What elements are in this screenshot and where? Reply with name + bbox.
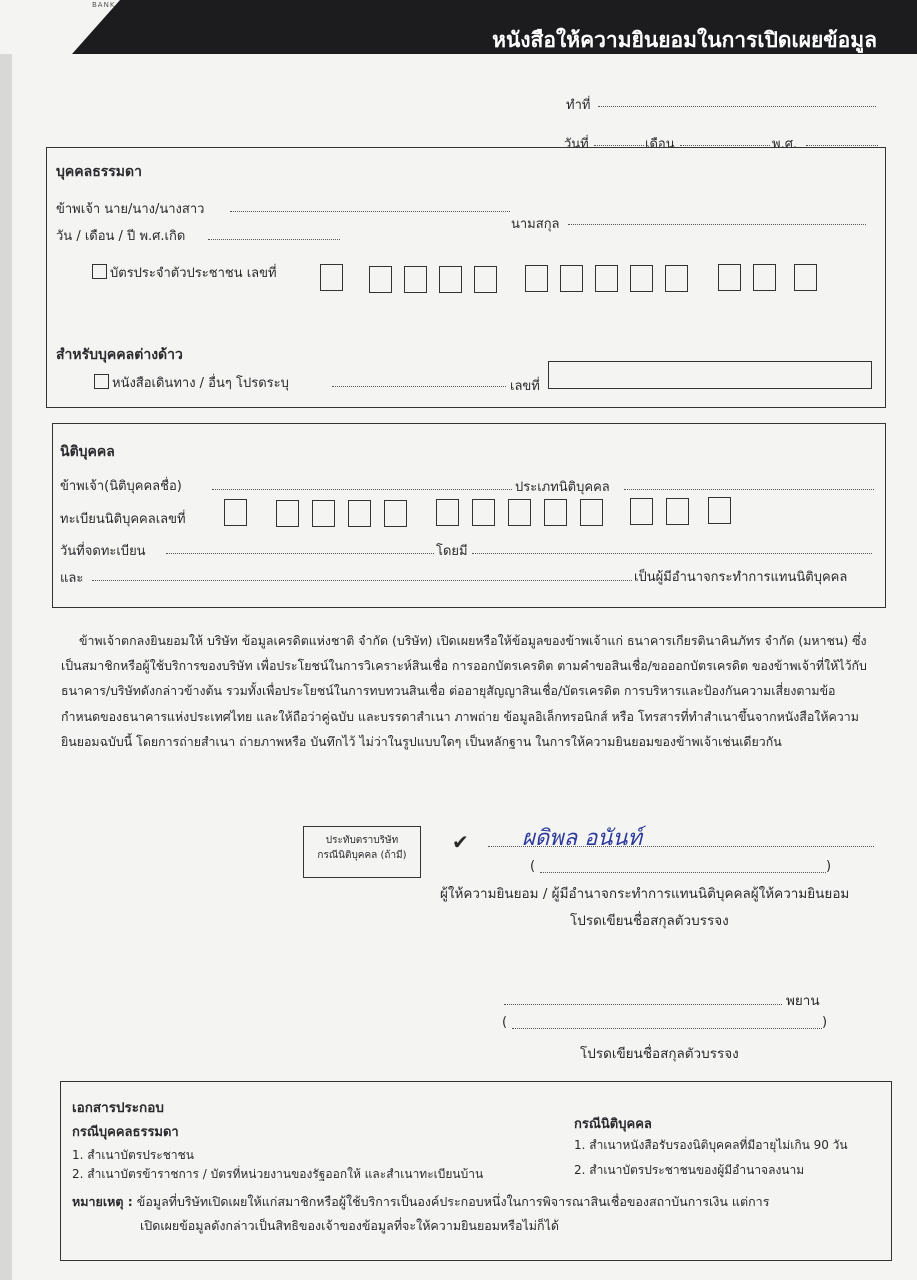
signer-name-field[interactable] (540, 872, 826, 873)
authorized-label: เป็นผู้มีอำนาจกระทำการแทนนิติบุคคล (634, 570, 848, 585)
signature-line[interactable] (488, 846, 874, 847)
juristic-heading: นิติบุคคล (60, 444, 115, 460)
consent-paragraph: ข้าพเจ้าตกลงยินยอมให้ บริษัท ข้อมูลเครดิตแห่งชาติ จำกัด (บริษัท) เปิดเผยหรือให้ข้อมูลของข้าพเจ้าแก่ ธนาคารเกียรตินาคินภัทร จำกัด (มหาชน) ซึ่งเป็นสมาชิกหรือผู้ใช้บริการของบริษัท เพื่อประโยชน์ในการวิเคราะห์สินเชื่อ การออกบัตรเครดิต ตามคำขอสินเชื่อ/ขอออกบัตรเครดิต ของข้าพเจ้าที่ให้ไว้กับธนาคาร/บริษัทดังกล่าวข้างต้น รวมทั้งเพื่อประโยชน์ในการทบทวนสินเชื่อ ต่ออายุสัญญาสินเชื่อ/บัตรเครดิต การบริหารและป้องกันความเสี่ยงตามข้อกำหนดของธนาคารแห่งประเทศไทย และให้ถือว่าคู่ฉบับ และบรรดาสำเนา ภาพถ่าย ข้อมูลอิเล็กทรอนิกส์ หรือ โทรสารที่ทำสำเนาขึ้นจากหนังสือให้ความยินยอมฉบับนี้ โดยการถ่ายสำเนา ถ่ายภาพหรือ บันทึกไว้ ไม่ว่าในรูปแบบใดๆ เป็นหลักฐาน ในการให้ความยินยอมของข้าพเจ้าเช่นเดียวกัน (61, 633, 867, 749)
form-title: หนังสือให้ความยินยอมในการเปิดเผยข้อมูล (492, 28, 877, 52)
surname-field[interactable] (568, 224, 866, 225)
natural-case-heading: กรณีบุคคลธรรมดา (72, 1125, 179, 1140)
attachments-heading: เอกสารประกอบ (72, 1100, 164, 1116)
signer-name-close: ) (826, 859, 832, 874)
company-stamp-box: ประทับตราบริษัท กรณีนิติบุคคล (ถ้ามี) (303, 826, 421, 878)
name-field[interactable] (230, 211, 510, 212)
witness-label: พยาน (786, 993, 820, 1009)
witness-write-name-note: โปรดเขียนชื่อสกุลตัวบรรจง (580, 1046, 739, 1062)
juristic-case-item-2: 2. สำเนาบัตรประชาชนของผู้มีอำนาจลงนาม (574, 1163, 805, 1177)
year-field[interactable] (806, 145, 878, 146)
passport-type-field[interactable] (332, 386, 506, 387)
witness-name-open: ( (502, 1015, 508, 1030)
passport-option[interactable]: หนังสือเดินทาง / อื่นๆ โปรดระบุ (94, 372, 289, 393)
id-card-option[interactable]: บัตรประจำตัวประชาชน เลขที่ (92, 262, 277, 283)
signer-name-open: ( (530, 859, 536, 874)
witness-name-field[interactable] (512, 1028, 822, 1029)
natural-case-item-2: 2. สำเนาบัตรข้าราชการ / บัตรที่หน่วยงานของรัฐออกให้ และสำเนาทะเบียนบ้าน (72, 1167, 484, 1181)
foreigner-heading: สำหรับบุคคลต่างด้าว (56, 347, 183, 363)
handwritten-signature: ผดิพล อนันท์ (522, 826, 642, 851)
date-day-label: วันที่ (564, 137, 589, 152)
passport-number-label: เลขที่ (510, 379, 540, 394)
juristic-name-field[interactable] (212, 489, 512, 490)
header-bar (0, 0, 917, 54)
juristic-name-label: ข้าพเจ้า(นิติบุคคลชื่อ) (60, 479, 182, 494)
consenter-write-name-note: โปรดเขียนชื่อสกุลตัวบรรจง (570, 913, 729, 929)
note-line-1: หมายเหตุ : ข้อมูลที่บริษัทเปิดเผยให้แก่สมาชิกหรือผู้ใช้บริการเป็นองค์ประกอบหนึ่งในการพิจารณาสินเชื่อของสถาบันการเงิน แต่การ (72, 1194, 770, 1209)
registration-date-label: วันที่จดทะเบียน (60, 544, 146, 559)
check-mark-icon: ✔ (452, 830, 469, 854)
passport-checkbox[interactable] (94, 374, 109, 389)
birthdate-label: วัน / เดือน / ปี พ.ศ.เกิด (56, 229, 186, 244)
juristic-type-field[interactable] (624, 489, 874, 490)
natural-case-item-1: 1. สำเนาบัตรประชาชน (72, 1148, 194, 1162)
surname-label: นามสกุล (511, 217, 560, 232)
registration-number-label: ทะเบียนนิติบุคคลเลขที่ (60, 512, 186, 527)
and-field[interactable] (92, 580, 632, 581)
id-card-checkbox[interactable] (92, 264, 107, 279)
name-label: ข้าพเจ้า นาย/นาง/นางสาว (56, 202, 205, 217)
passport-number-field[interactable] (548, 361, 872, 389)
day-field[interactable] (594, 145, 644, 146)
month-field[interactable] (680, 145, 770, 146)
bank-logo-text: BANK (92, 1, 116, 9)
note-line-2: เปิดเผยข้อมูลดังกล่าวเป็นสิทธิของเจ้าของข้อมูลที่จะให้ความยินยอมหรือไม่ก็ได้ (140, 1218, 559, 1233)
place-field[interactable] (598, 106, 876, 107)
birthdate-field[interactable] (208, 239, 340, 240)
natural-person-heading: บุคคลธรรมดา (56, 164, 142, 180)
witness-signature-line[interactable] (504, 1004, 782, 1005)
registration-date-field[interactable] (166, 553, 434, 554)
witness-name-close: ) (822, 1015, 828, 1030)
juristic-type-label: ประเภทนิติบุคคล (515, 480, 610, 495)
juristic-case-heading: กรณีนิติบุคคล (574, 1117, 652, 1132)
and-label: และ (60, 571, 84, 586)
consenter-caption: ผู้ให้ความยินยอม / ผู้มีอำนาจกระทำการแทนนิติบุคคลผู้ให้ความยินยอม (440, 886, 850, 902)
by-label: โดยมี (436, 544, 468, 559)
place-label: ทำที่ (566, 98, 591, 113)
juristic-case-item-1: 1. สำเนาหนังสือรับรองนิติบุคคลที่มีอายุไม่เกิน 90 วัน (574, 1138, 848, 1152)
date-month-label: เดือน (645, 137, 675, 152)
date-year-label: พ.ศ. (772, 137, 798, 152)
by-field[interactable] (472, 553, 872, 554)
